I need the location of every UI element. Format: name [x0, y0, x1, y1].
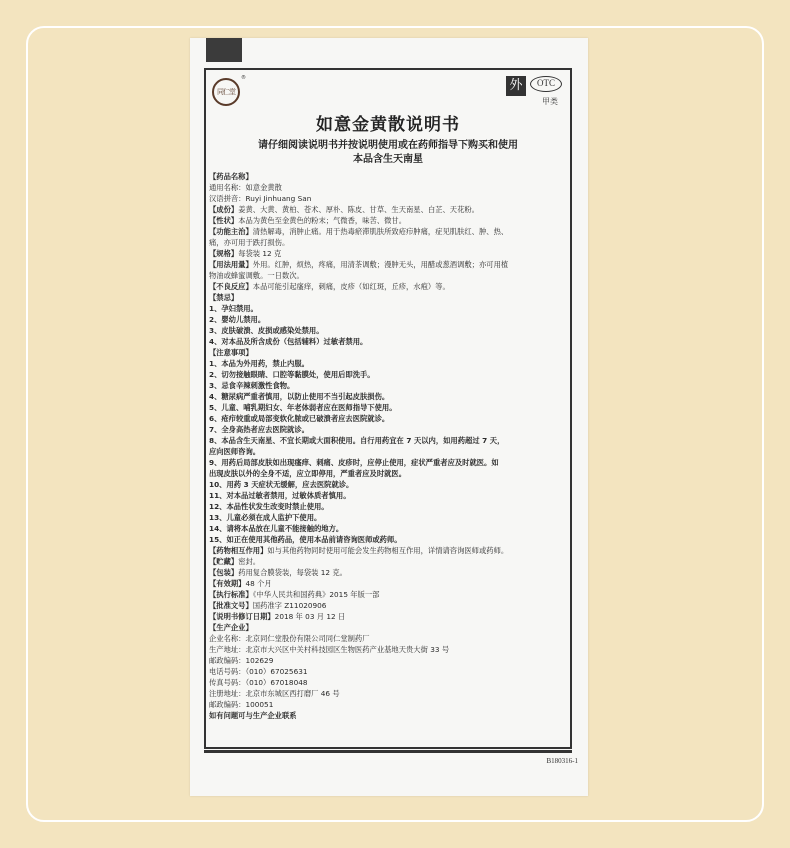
- line-heading: 出现皮肤以外的全身不适，应立即停用，严重者应及时就医。: [209, 469, 407, 478]
- text-line: [209, 501, 567, 512]
- text-line: [209, 600, 567, 611]
- line-heading: 14、请将本品放在儿童不能接触的地方。: [209, 524, 344, 533]
- bottom-bar: [204, 750, 572, 753]
- line-heading: 9、用药后局部皮肤如出现瘙痒、刺痛、皮疹时，应停止使用，症状严重者应及时就医。如: [209, 458, 499, 467]
- text-line: [209, 292, 567, 303]
- line-text: 注册地址：北京市东城区西打磨厂 46 号: [209, 689, 340, 698]
- text-line: [209, 369, 567, 380]
- line-heading: 6、疮疖较重或局部变软化脓或已破溃者应去医院就诊。: [209, 414, 390, 423]
- line-heading: 【批准文号】: [209, 601, 253, 610]
- text-line: [209, 512, 567, 523]
- line-text: 如与其他药物同时使用可能会发生药物相互作用，详情请咨询医师或药师。: [267, 546, 509, 555]
- text-line: [209, 556, 567, 567]
- line-text: 物油或蜂蜜调敷。一日数次。: [209, 271, 304, 280]
- line-text: 《中华人民共和国药典》2015 年版一部: [252, 590, 380, 599]
- line-text: 汉语拼音：Ruyi Jinhuang San: [209, 194, 312, 203]
- text-line: [209, 578, 567, 589]
- document-title: 如意金黄散说明书: [316, 115, 460, 135]
- line-text: 邮政编码：102629: [209, 656, 274, 665]
- instruction-body: [209, 171, 567, 721]
- line-heading: 【生产企业】: [209, 623, 253, 632]
- print-code: B180316-1: [546, 757, 578, 765]
- otc-class-label: 甲类: [542, 97, 558, 106]
- text-line: [209, 666, 567, 677]
- registered-mark: ®: [241, 75, 246, 81]
- line-heading: 【禁忌】: [209, 293, 239, 302]
- line-text: 邮政编码：100051: [209, 700, 274, 709]
- text-line: [209, 468, 567, 479]
- text-line: [209, 182, 567, 193]
- line-heading: 【包装】: [209, 568, 239, 577]
- text-line: [209, 193, 567, 204]
- text-line: [209, 248, 567, 259]
- text-line: [209, 237, 567, 248]
- line-text: 密封。: [238, 557, 261, 566]
- line-text: 本品为黄色至金黄色的粉末；气微香，味苦、微甘。: [238, 216, 407, 225]
- text-line: [209, 424, 567, 435]
- line-heading: 【性状】: [209, 216, 239, 225]
- text-line: [209, 523, 567, 534]
- line-heading: 4、糖尿病严重者慎用，以防止使用不当引起皮肤损伤。: [209, 392, 390, 401]
- line-heading: 【药物相互作用】: [209, 546, 268, 555]
- text-line: [209, 402, 567, 413]
- text-line: [209, 677, 567, 688]
- text-line: [209, 171, 567, 182]
- line-heading: 【功能主治】: [209, 227, 253, 236]
- line-heading: 10、用药 3 天症状无缓解，应去医院就诊。: [209, 480, 354, 489]
- line-text: 本品可能引起瘙痒，刺痛，皮疹（如红斑，丘疹，水疱）等。: [252, 282, 450, 291]
- text-line: [209, 479, 567, 490]
- line-heading: 13、儿童必须在成人监护下使用。: [209, 513, 322, 522]
- text-line: [209, 534, 567, 545]
- text-line: [209, 413, 567, 424]
- text-line: [209, 347, 567, 358]
- text-line: [209, 457, 567, 468]
- text-line: [209, 215, 567, 226]
- line-heading: 7、全身高热者应去医院就诊。: [209, 425, 309, 434]
- leaflet-border: [204, 68, 572, 749]
- line-text: 电话号码：（010）67025631: [209, 667, 308, 676]
- line-text: 2018 年 03 月 12 日: [274, 612, 346, 621]
- line-heading: 【不良反应】: [209, 282, 253, 291]
- line-text: 国药准字 Z11020906: [252, 601, 327, 610]
- line-heading: 1、孕妇禁用。: [209, 304, 258, 313]
- text-line: [209, 314, 567, 325]
- line-heading: 【说明书修订日期】: [209, 612, 275, 621]
- text-line: [209, 490, 567, 501]
- text-line: [209, 644, 567, 655]
- line-text: 生产地址：北京市大兴区中关村科技园区生物医药产业基地天贵大街 33 号: [209, 645, 450, 654]
- line-heading: 【执行标准】: [209, 590, 253, 599]
- text-line: [209, 446, 567, 457]
- print-mark: [206, 38, 242, 62]
- text-line: [209, 545, 567, 556]
- line-heading: 3、皮肤破溃、皮损或感染处禁用。: [209, 326, 324, 335]
- line-heading: 8、本品含生天南星、不宜长期或大面积使用。自行用药宜在 7 天以内，如用药超过 7 天，: [209, 436, 505, 445]
- line-heading: 4、对本品及所含成份（包括辅料）过敏者禁用。: [209, 337, 368, 346]
- line-heading: 1、本品为外用药，禁止内服。: [209, 359, 309, 368]
- line-heading: 15、如正在使用其他药品，使用本品前请咨询医师或药师。: [209, 535, 402, 544]
- text-line: [209, 688, 567, 699]
- document-subtitle: 请仔细阅读说明书并按说明使用或在药师指导下购买和使用: [258, 140, 518, 151]
- line-text: 外用。红肿，烦热，疼痛，用清茶调敷；漫肿无头，用醋或葱酒调敷；亦可用植: [252, 260, 509, 269]
- line-text: 痛，亦可用于跌打损伤。: [209, 238, 290, 247]
- text-line: [209, 325, 567, 336]
- text-line: [209, 435, 567, 446]
- leaflet-paper: [190, 38, 588, 796]
- line-heading: 5、儿童、哺乳期妇女、年老体弱者应在医师指导下使用。: [209, 403, 397, 412]
- line-heading: 2、婴幼儿禁用。: [209, 315, 266, 324]
- line-text: 姜黄、大黄、黄柏、苍术、厚朴、陈皮、甘草、生天南星、白芷、天花粉。: [238, 205, 479, 214]
- logo-text: 同仁堂: [217, 88, 235, 96]
- text-line: [209, 633, 567, 644]
- line-heading: 如有问题可与生产企业联系: [209, 711, 297, 720]
- line-text: 每袋装 12 克: [238, 249, 282, 258]
- line-heading: 【有效期】: [209, 579, 246, 588]
- text-line: [209, 358, 567, 369]
- external-use-badge: 外: [506, 76, 526, 96]
- otc-badge: OTC: [530, 76, 562, 92]
- line-heading: 【药品名称】: [209, 172, 253, 181]
- warning-line: 本品含生天南星: [353, 154, 423, 165]
- text-line: [209, 611, 567, 622]
- text-line: [209, 336, 567, 347]
- line-heading: 11、对本品过敏者禁用，过敏体质者慎用。: [209, 491, 351, 500]
- text-line: [209, 710, 567, 721]
- line-heading: 【规格】: [209, 249, 239, 258]
- text-line: [209, 699, 567, 710]
- text-line: [209, 589, 567, 600]
- line-text: 清热解毒，消肿止痛。用于热毒瘀滞肌肤所致疮疖肿痛，症见肌肤红、肿、热、: [252, 227, 509, 236]
- text-line: [209, 204, 567, 215]
- line-heading: 12、本品性状发生改变时禁止使用。: [209, 502, 329, 511]
- line-text: 传真号码：（010）67018048: [209, 678, 308, 687]
- line-heading: 3、忌食辛辣刺激性食物。: [209, 381, 295, 390]
- tongrentang-logo: [212, 78, 240, 106]
- text-line: [209, 303, 567, 314]
- text-line: [209, 226, 567, 237]
- line-heading: 【注意事项】: [209, 348, 253, 357]
- text-line: [209, 380, 567, 391]
- text-line: [209, 270, 567, 281]
- text-line: [209, 567, 567, 578]
- text-line: [209, 655, 567, 666]
- line-heading: 应向医师咨询。: [209, 447, 261, 456]
- text-line: [209, 391, 567, 402]
- line-heading: 2、切勿接触眼睛、口腔等黏膜处，使用后即洗手。: [209, 370, 375, 379]
- line-text: 药用复合膜袋装，每袋装 12 克。: [238, 568, 347, 577]
- text-line: [209, 281, 567, 292]
- line-text: 48 个月: [245, 579, 272, 588]
- line-heading: 【成份】: [209, 205, 239, 214]
- line-text: 企业名称：北京同仁堂股份有限公司同仁堂制药厂: [209, 634, 370, 643]
- line-text: 通用名称：如意金黄散: [209, 183, 282, 192]
- text-line: [209, 259, 567, 270]
- line-heading: 【贮藏】: [209, 557, 239, 566]
- line-heading: 【用法用量】: [209, 260, 253, 269]
- text-line: [209, 622, 567, 633]
